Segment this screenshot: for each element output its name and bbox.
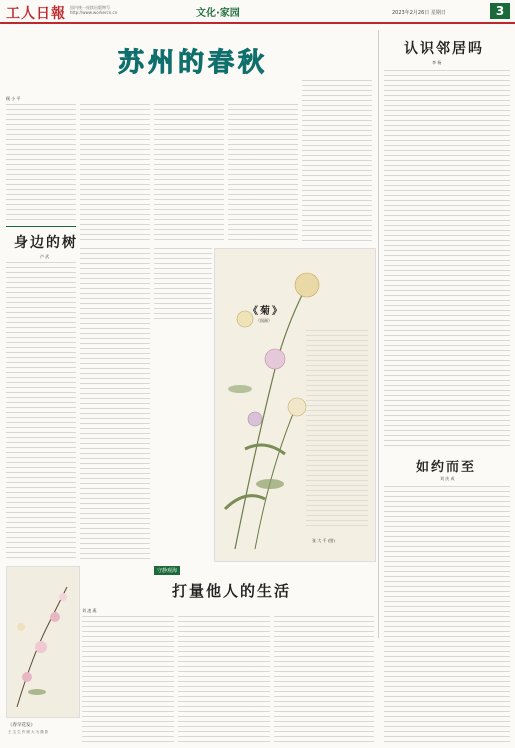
spring-credit: 王 宝 生 作 顾 大 为 摄 影 — [8, 730, 49, 734]
issue-date: 2023年2月26日 星期日 — [392, 10, 446, 16]
page-number: 3 — [490, 3, 510, 19]
feature-text-col-3 — [154, 104, 224, 244]
spring-painting — [6, 566, 80, 718]
chrysanthemum-title: 《菊》 — [248, 306, 284, 317]
feature-text-col-2 — [80, 104, 150, 244]
feature-text-col-4 — [228, 104, 298, 244]
life-title: 打量他人的生活 — [172, 582, 292, 600]
tree-title: 身边的树 — [14, 235, 78, 251]
chrysanthemum-artist: 张 大 千 (图) — [312, 538, 335, 543]
life-text-col-2 — [178, 616, 270, 742]
tree-top-rule — [6, 226, 76, 227]
life-text-col-1 — [82, 616, 174, 742]
masthead-info-line2: http://www.workercn.cn — [70, 10, 118, 15]
tree-text-col-2 — [80, 248, 150, 560]
spring-caption: 《春早花发》 — [8, 723, 35, 728]
neighbor-author: 李 杨 — [432, 60, 442, 65]
spring-illustration — [7, 567, 79, 717]
chrysanthemum-poem — [306, 330, 368, 530]
life-text-col-3 — [274, 616, 374, 742]
life-author: 刘 凌 燕 — [82, 608, 97, 613]
tree-text-col-3 — [154, 248, 212, 320]
neighbor-text — [384, 70, 510, 448]
newspaper-logo: 工人日報 — [6, 6, 66, 22]
ruyue-title: 如约而至 — [416, 460, 477, 475]
feature-text-col-5 — [302, 80, 372, 244]
masthead-info-line1: 国内统一连续出版物号 — [70, 5, 110, 10]
feature-title: 苏州的春秋 — [118, 48, 269, 78]
tree-text-col-1 — [6, 262, 76, 560]
tree-author: 卢 武 — [40, 254, 50, 259]
masthead-info — [70, 5, 117, 15]
chrysanthemum-sub: （国画） — [256, 318, 272, 323]
feature-author: 顾 小 平 — [6, 96, 21, 101]
section-name: 文化·家园 — [196, 8, 240, 19]
ruyue-author: 刘 庆 成 — [440, 476, 455, 481]
ruyue-text — [384, 486, 510, 742]
column-divider — [378, 30, 379, 638]
column-tag: 守静观海 — [154, 566, 180, 575]
feature-text-col-1 — [6, 104, 76, 222]
neighbor-title: 认识邻居吗 — [404, 41, 484, 57]
